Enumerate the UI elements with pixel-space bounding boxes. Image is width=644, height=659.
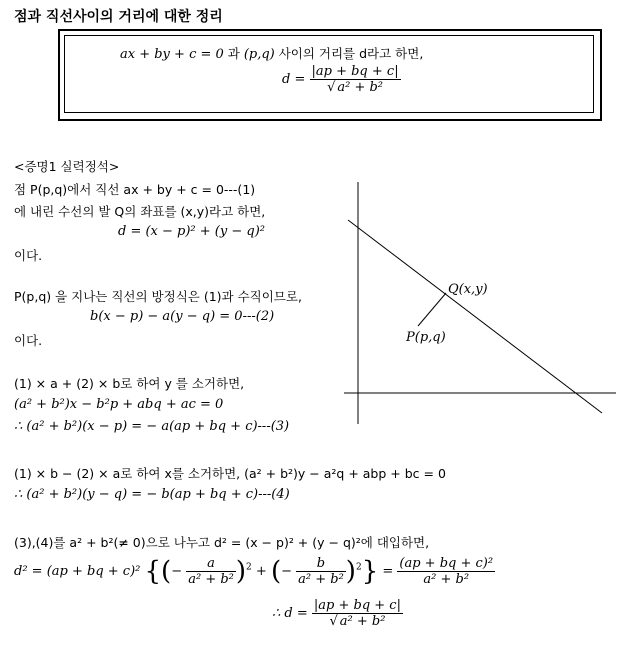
proof-line: 점 P(p,q)에서 직선 ax + by + c = 0---(1)	[14, 182, 256, 197]
lhs: ∴ d =	[272, 606, 308, 621]
line-equation: ax + by + c = 0	[120, 47, 224, 62]
lhs: d² = (ap + bq + c)²	[14, 564, 141, 579]
paren: (	[161, 556, 172, 587]
proof-line: (1) × a + (2) × b로 하여 y 를 소거하면,	[14, 376, 245, 391]
proof-line: 이다.	[14, 333, 43, 348]
proof-line: P(p,q) 을 지나는 직선의 방정식은 (1)과 수직이므로,	[14, 289, 302, 304]
proof-equation: b(x − p) − a(y − q) = 0---(2)	[90, 309, 275, 324]
given-line	[348, 220, 602, 413]
fraction-denominator: √ a² + b²	[329, 614, 386, 629]
d-lhs: d =	[282, 72, 306, 87]
fraction-denominator: a² + b²	[188, 572, 234, 587]
proof-equation: (a² + b²)x − b²p + abq + ac = 0	[14, 397, 224, 412]
brace: {	[144, 556, 162, 587]
text: 사이의 거리를 d라고 하면,	[274, 46, 424, 61]
sqrt-body: a² + b²	[339, 614, 386, 629]
perpendicular-segment	[418, 293, 446, 326]
point-coord: (p,q)	[243, 47, 275, 62]
proof-line: 에 내린 수선의 발 Q의 좌표를 (x,y)라고 하면,	[14, 204, 266, 219]
sqrt-body: a² + b²	[337, 80, 384, 95]
fraction-numerator: (ap + bq + c)²	[399, 556, 494, 571]
brace: }	[361, 556, 379, 587]
fraction-numerator: a	[186, 556, 236, 572]
paren: )	[345, 556, 356, 587]
fraction-numerator: b	[296, 556, 346, 572]
paren: )	[235, 556, 247, 587]
proof-heading: <증명1 실력정석>	[14, 159, 120, 174]
fraction-denominator: √ a² + b²	[327, 80, 384, 95]
proof-line: (3),(4)를 a² + b²(≠ 0)으로 나누고 d² = (x − p)² + (y − q)²에 대입하면,	[14, 535, 430, 550]
text: 과	[223, 46, 244, 61]
label-p: P(p,q)	[406, 330, 446, 345]
proof-line: 이다.	[14, 248, 43, 263]
fraction-denominator: a² + b²	[423, 572, 470, 587]
substitution-equation: d² = (ap + bq + c)² {(− $\frac{a}{\text{a² + b²}}$ )$^2$ + (− $\frac{b}{\text{a² + b²}}$ )$^2$} = $\frac{\text{(ap + bq + c)²}}{\text{a² + b²}}$	[14, 556, 494, 587]
proof-equation: d = (x − p)² + (y − q)²	[118, 224, 265, 239]
page-title: 점과 직선사이의 거리에 대한 정리	[14, 9, 223, 25]
proof-line: (1) × b − (2) × a로 하여 x를 소거하면, (a² + b²)y − a²q + abp + bc = 0	[14, 466, 446, 481]
label-q: Q(x,y)	[448, 282, 488, 297]
proof-equation: ∴ (a² + b²)(y − q) = − b(ap + bq + c)---(4)	[14, 487, 290, 502]
fraction-numerator: |ap + bq + c|	[313, 598, 401, 613]
proof-equation: ∴ (a² + b²)(x − p) = − a(ap + bq + c)---(3)	[14, 419, 290, 434]
fraction-denominator: a² + b²	[298, 572, 344, 587]
paren: (	[270, 556, 282, 587]
fraction-numerator: |ap + bq + c|	[311, 64, 399, 79]
